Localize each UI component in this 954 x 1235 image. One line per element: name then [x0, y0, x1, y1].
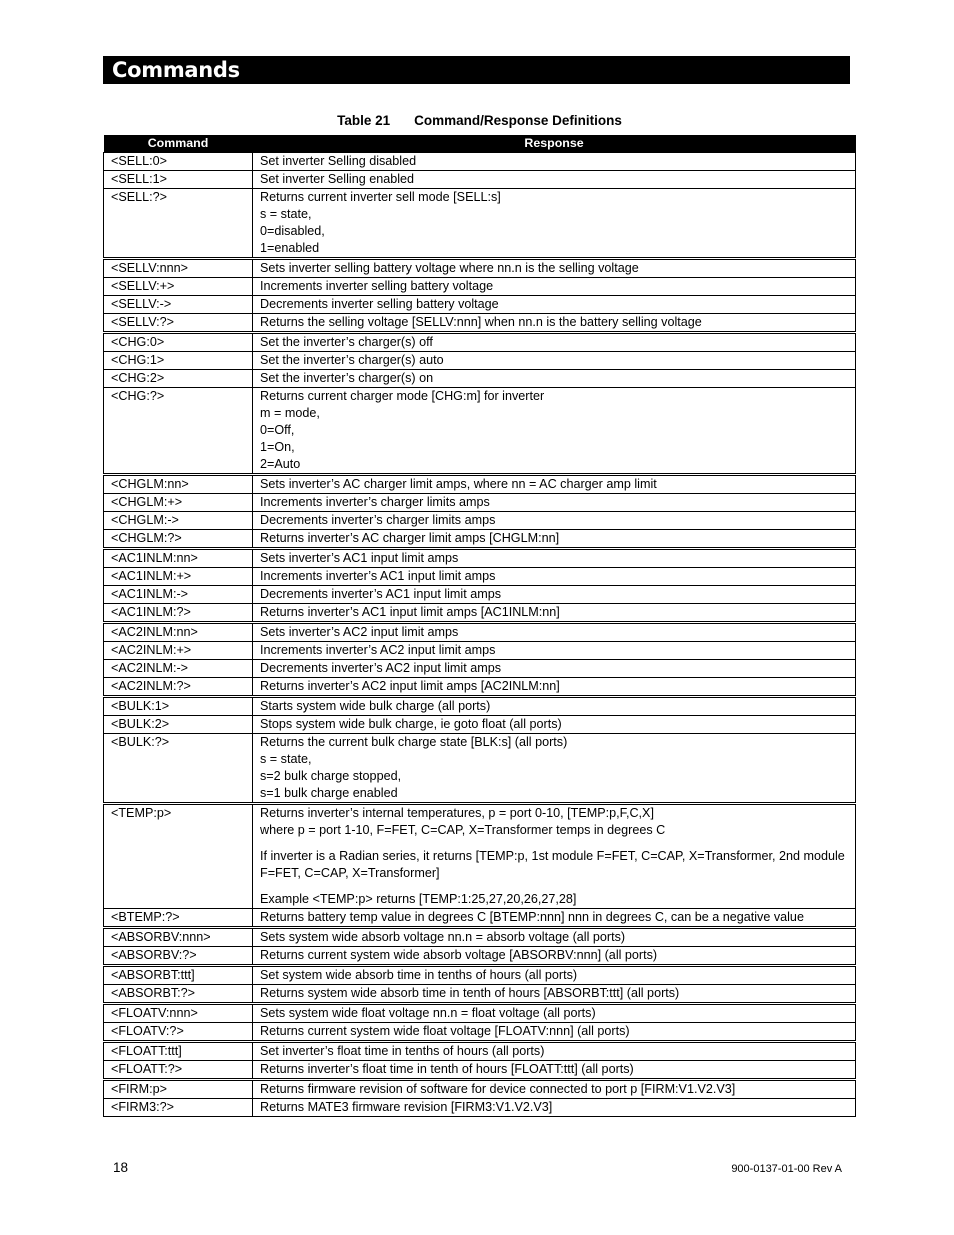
table-row	[104, 1023, 856, 1042]
response-line: Returns the selling voltage [SELLV:nnn] when nn.n is the battery selling voltage	[260, 315, 702, 329]
paragraph-gap	[260, 882, 855, 891]
response-cell	[253, 909, 856, 928]
response-line: Sets system wide absorb voltage nn.n = absorb voltage (all ports)	[260, 930, 626, 944]
document-number: 900-0137-01-00 Rev A	[731, 1163, 842, 1175]
table-row	[104, 314, 856, 333]
command-cell: <ABSORBT:?>	[104, 985, 253, 1004]
response-cell	[253, 804, 856, 909]
table-number: Table 21	[337, 113, 391, 128]
response-cell	[253, 388, 856, 475]
response-cell	[253, 333, 856, 352]
table-row	[104, 549, 856, 568]
table-row	[104, 189, 856, 259]
command-cell: <CHG:0>	[104, 333, 253, 352]
command-cell: <AC1INLM:?>	[104, 604, 253, 623]
table-row	[104, 370, 856, 388]
response-cell	[253, 189, 856, 259]
command-cell: <FLOATT:ttt]	[104, 1042, 253, 1061]
command-cell: <TEMP:p>	[104, 804, 253, 909]
response-cell	[253, 171, 856, 189]
response-cell	[253, 716, 856, 734]
command-cell: <CHG:?>	[104, 388, 253, 475]
command-table	[103, 135, 856, 1117]
table-row	[104, 604, 856, 623]
response-line: Decrements inverter’s AC2 input limit amps	[260, 661, 502, 675]
response-cell	[253, 549, 856, 568]
table-caption	[103, 113, 856, 128]
response-line: where p = port 1-10, F=FET, C=CAP, X=Transformer temps in degrees C	[260, 823, 666, 837]
response-line: Increments inverter’s AC2 input limit amps	[260, 643, 496, 657]
response-cell	[253, 494, 856, 512]
table-row	[104, 734, 856, 804]
table-row	[104, 804, 856, 909]
response-cell	[253, 370, 856, 388]
response-line: Set inverter’s float time in tenths of hours (all ports)	[260, 1044, 545, 1058]
column-header-response: Response	[253, 135, 856, 153]
response-cell	[253, 1061, 856, 1080]
response-line: Returns system wide absorb time in tenth of hours [ABSORBT:ttt] (all ports)	[260, 986, 680, 1000]
response-cell	[253, 642, 856, 660]
response-line: Set the inverter’s charger(s) auto	[260, 353, 444, 367]
table-row	[104, 1042, 856, 1061]
table-row	[104, 642, 856, 660]
response-line: Returns the current bulk charge state [BLK:s] (all ports)	[260, 735, 568, 749]
response-line: m = mode,	[260, 406, 320, 420]
response-cell	[253, 985, 856, 1004]
command-cell: <SELL:?>	[104, 189, 253, 259]
response-line: Returns inverter’s AC2 input limit amps [AC2INLM:nn]	[260, 679, 560, 693]
command-cell: <BULK:1>	[104, 697, 253, 716]
response-line: 1=enabled	[260, 241, 320, 255]
table-row	[104, 623, 856, 642]
response-cell	[253, 697, 856, 716]
table-row	[104, 153, 856, 171]
table-row	[104, 512, 856, 530]
response-line: 1=On,	[260, 440, 295, 454]
table-row	[104, 716, 856, 734]
response-cell	[253, 678, 856, 697]
command-cell: <SELL:0>	[104, 153, 253, 171]
response-line: Sets inverter selling battery voltage where nn.n is the selling voltage	[260, 261, 639, 275]
response-cell	[253, 259, 856, 278]
header-bar	[103, 56, 850, 84]
response-line: Set the inverter’s charger(s) off	[260, 335, 433, 349]
response-cell	[253, 512, 856, 530]
table-header-row	[104, 135, 856, 153]
command-cell: <AC2INLM:+>	[104, 642, 253, 660]
response-line: s = state,	[260, 752, 312, 766]
response-line: Increments inverter’s AC1 input limit amps	[260, 569, 496, 583]
command-cell: <ABSORBV:?>	[104, 947, 253, 966]
command-cell: <BULK:2>	[104, 716, 253, 734]
column-header-command: Command	[104, 135, 253, 153]
table-row	[104, 697, 856, 716]
response-line: Decrements inverter’s AC1 input limit amps	[260, 587, 502, 601]
paragraph-gap	[260, 839, 855, 848]
response-line: 0=disabled,	[260, 224, 325, 238]
table-row	[104, 1004, 856, 1023]
table-row	[104, 1061, 856, 1080]
command-cell: <FLOATV:?>	[104, 1023, 253, 1042]
table-row	[104, 947, 856, 966]
response-line: Sets inverter’s AC1 input limit amps	[260, 551, 459, 565]
table-title: Command/Response Definitions	[414, 113, 622, 128]
command-cell: <CHG:2>	[104, 370, 253, 388]
response-line: Sets inverter’s AC charger limit amps, where nn = AC charger amp limit	[260, 477, 657, 491]
command-cell: <AC2INLM:?>	[104, 678, 253, 697]
response-line: Returns MATE3 firmware revision [FIRM3:V1.V2.V3]	[260, 1100, 553, 1114]
command-cell: <BULK:?>	[104, 734, 253, 804]
command-cell: <ABSORBV:nnn>	[104, 928, 253, 947]
response-line: Returns battery temp value in degrees C [BTEMP:nnn] nnn in degrees C, can be a negative value	[260, 910, 804, 924]
command-cell: <AC1INLM:->	[104, 586, 253, 604]
table-row	[104, 278, 856, 296]
command-cell: <AC1INLM:nn>	[104, 549, 253, 568]
response-cell	[253, 947, 856, 966]
command-cell: <FIRM3:?>	[104, 1099, 253, 1117]
response-cell	[253, 734, 856, 804]
command-cell: <FIRM:p>	[104, 1080, 253, 1099]
response-line: Returns current inverter sell mode [SELL:s]	[260, 190, 501, 204]
response-line: 0=Off,	[260, 423, 295, 437]
command-cell: <FLOATT:?>	[104, 1061, 253, 1080]
response-line: Returns current system wide float voltage [FLOATV:nnn] (all ports)	[260, 1024, 630, 1038]
command-cell: <SELLV:->	[104, 296, 253, 314]
table-row	[104, 171, 856, 189]
table-row	[104, 985, 856, 1004]
response-line: Returns inverter’s float time in tenth of hours [FLOATT:ttt] (all ports)	[260, 1062, 634, 1076]
response-cell	[253, 530, 856, 549]
command-cell: <ABSORBT:ttt]	[104, 966, 253, 985]
response-cell	[253, 153, 856, 171]
response-cell	[253, 1023, 856, 1042]
command-cell: <CHGLM:->	[104, 512, 253, 530]
table-row	[104, 928, 856, 947]
response-cell	[253, 352, 856, 370]
response-line: Returns current charger mode [CHG:m] for inverter	[260, 389, 545, 403]
table-row	[104, 259, 856, 278]
command-cell: <CHGLM:?>	[104, 530, 253, 549]
response-cell	[253, 1004, 856, 1023]
response-line: Increments inverter selling battery voltage	[260, 279, 494, 293]
response-cell	[253, 586, 856, 604]
response-cell	[253, 314, 856, 333]
response-line: Returns inverter’s AC charger limit amps [CHGLM:nn]	[260, 531, 560, 545]
command-cell: <CHGLM:nn>	[104, 475, 253, 494]
response-line: If inverter is a Radian series, it returns [TEMP:p, 1st module F=FET, C=CAP, X=Transformer, 2nd module F=FET, C=CAP, X=Transformer]	[260, 849, 845, 880]
response-cell	[253, 296, 856, 314]
page-number: 18	[113, 1160, 129, 1175]
response-line: Increments inverter’s charger limits amps	[260, 495, 490, 509]
command-cell: <SELLV:+>	[104, 278, 253, 296]
response-line: Returns firmware revision of software for device connected to port p [FIRM:V1.V2.V3]	[260, 1082, 736, 1096]
response-line: s=1 bulk charge enabled	[260, 786, 398, 800]
response-cell	[253, 1080, 856, 1099]
response-line: s = state,	[260, 207, 312, 221]
response-line: Sets system wide float voltage nn.n = float voltage (all ports)	[260, 1006, 596, 1020]
table-row	[104, 586, 856, 604]
response-line: Decrements inverter selling battery voltage	[260, 297, 499, 311]
command-cell: <SELL:1>	[104, 171, 253, 189]
response-line: Returns current system wide absorb voltage [ABSORBV:nnn] (all ports)	[260, 948, 658, 962]
response-line: 2=Auto	[260, 457, 301, 471]
response-line: Stops system wide bulk charge, ie goto float (all ports)	[260, 717, 562, 731]
table-row	[104, 1099, 856, 1117]
response-line: Set inverter Selling enabled	[260, 172, 415, 186]
response-line: Example <TEMP:p> returns [TEMP:1:25,27,20,26,27,28]	[260, 892, 577, 906]
table-row	[104, 494, 856, 512]
table-row	[104, 475, 856, 494]
command-cell: <SELLV:nnn>	[104, 259, 253, 278]
response-cell	[253, 475, 856, 494]
response-cell	[253, 1042, 856, 1061]
table-row	[104, 678, 856, 697]
response-cell	[253, 1099, 856, 1117]
command-cell: <CHGLM:+>	[104, 494, 253, 512]
table-row	[104, 333, 856, 352]
response-line: s=2 bulk charge stopped,	[260, 769, 402, 783]
response-cell	[253, 928, 856, 947]
command-cell: <AC1INLM:+>	[104, 568, 253, 586]
response-cell	[253, 604, 856, 623]
response-line: Set inverter Selling disabled	[260, 154, 417, 168]
section-title: Commands	[112, 58, 240, 82]
command-cell: <SELLV:?>	[104, 314, 253, 333]
response-cell	[253, 623, 856, 642]
response-line: Set the inverter’s charger(s) on	[260, 371, 434, 385]
response-line: Sets inverter’s AC2 input limit amps	[260, 625, 459, 639]
response-line: Returns inverter’s AC1 input limit amps [AC1INLM:nn]	[260, 605, 560, 619]
command-cell: <CHG:1>	[104, 352, 253, 370]
table-row	[104, 660, 856, 678]
response-cell	[253, 568, 856, 586]
response-line: Starts system wide bulk charge (all ports)	[260, 699, 491, 713]
response-line: Set system wide absorb time in tenths of hours (all ports)	[260, 968, 578, 982]
table-row	[104, 530, 856, 549]
response-cell	[253, 966, 856, 985]
table-row	[104, 909, 856, 928]
response-cell	[253, 278, 856, 296]
table-body	[104, 153, 856, 1117]
table-row	[104, 1080, 856, 1099]
response-line: Returns inverter’s internal temperatures, p = port 0-10, [TEMP:p,F,C,X]	[260, 806, 654, 820]
response-cell	[253, 660, 856, 678]
command-cell: <BTEMP:?>	[104, 909, 253, 928]
table-row	[104, 568, 856, 586]
response-line: Decrements inverter’s charger limits amps	[260, 513, 496, 527]
command-cell: <FLOATV:nnn>	[104, 1004, 253, 1023]
command-cell: <AC2INLM:nn>	[104, 623, 253, 642]
table-row	[104, 352, 856, 370]
table-row	[104, 388, 856, 475]
command-cell: <AC2INLM:->	[104, 660, 253, 678]
table-row	[104, 296, 856, 314]
table-row	[104, 966, 856, 985]
